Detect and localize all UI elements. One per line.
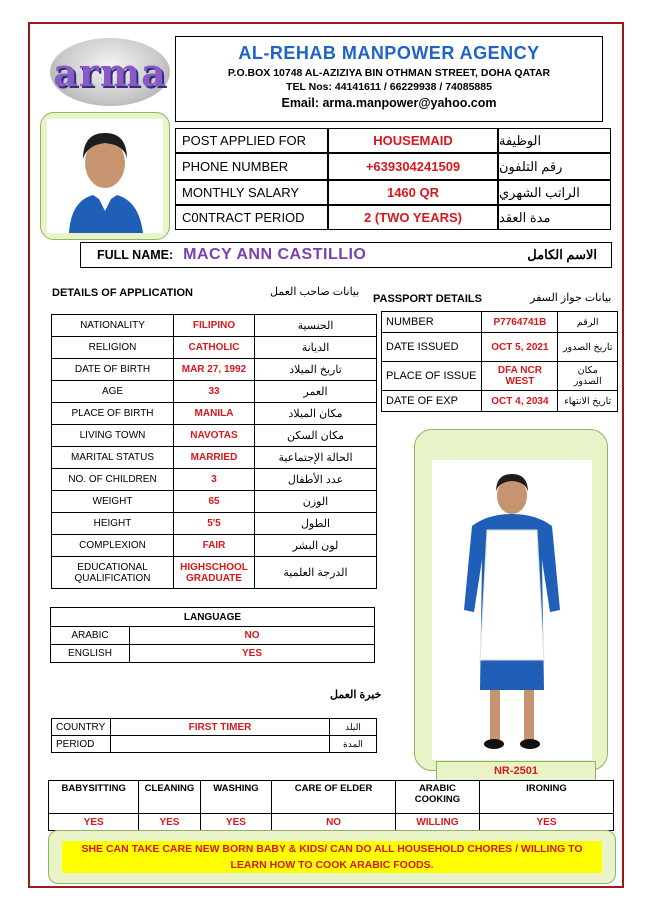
language-label: ARABIC — [51, 627, 130, 645]
summary-label-3: C0NTRACT PERIOD — [175, 205, 328, 230]
app-row — [52, 491, 377, 513]
skill-value: YES — [200, 814, 272, 831]
passport-row — [382, 333, 618, 362]
skill-value: WILLING — [395, 814, 479, 831]
experience-value — [111, 736, 330, 753]
summary-label-0: POST APPLIED FOR — [175, 128, 328, 153]
skill-label: CARE OF ELDER — [272, 781, 396, 814]
app-label: AGE — [52, 381, 174, 403]
application-table — [51, 314, 377, 589]
app-value: MARRIED — [174, 447, 255, 469]
passport-arabic: الرقم — [558, 312, 618, 333]
skill-label: BABYSITTING — [49, 781, 139, 814]
full-name-row — [80, 242, 612, 268]
app-label: MARITAL STATUS — [52, 447, 174, 469]
application-title: DETAILS OF APPLICATION — [52, 287, 193, 299]
language-label: ENGLISH — [51, 645, 130, 663]
experience-row — [52, 736, 377, 753]
app-value: HIGHSCHOOL GRADUATE — [174, 557, 255, 589]
app-arabic: الوزن — [255, 491, 377, 513]
app-arabic: الدرجة العلمية — [255, 557, 377, 589]
agency-phones: TEL Nos: 44141611 / 66229938 / 74085885 — [286, 81, 492, 93]
full-name-value: MACY ANN CASTILLIO — [183, 246, 367, 263]
passport-title-arabic: بيانات جواز السفر — [530, 292, 612, 304]
full-body-photo-frame — [414, 429, 608, 771]
passport-row — [382, 391, 618, 412]
logo — [50, 38, 170, 106]
agency-header — [175, 36, 603, 122]
language-title: LANGUAGE — [51, 608, 375, 627]
app-label: EDUCATIONAL QUALIFICATION — [52, 557, 174, 589]
skill-label: IRONING — [479, 781, 613, 814]
logo-text: arma — [53, 49, 167, 95]
app-arabic: مكان الميلاد — [255, 403, 377, 425]
app-row — [52, 381, 377, 403]
app-label: DATE OF BIRTH — [52, 359, 174, 381]
app-row — [52, 403, 377, 425]
remarks-box — [48, 830, 616, 884]
app-row — [52, 557, 377, 589]
app-arabic: العمر — [255, 381, 377, 403]
passport-value: OCT 4, 2034 — [482, 391, 558, 412]
app-row — [52, 513, 377, 535]
skill-value: YES — [49, 814, 139, 831]
passport-value: OCT 5, 2021 — [482, 333, 558, 362]
agency-name: AL-REHAB MANPOWER AGENCY — [238, 43, 540, 63]
app-value: 65 — [174, 491, 255, 513]
app-arabic: الحالة الإجتماعية — [255, 447, 377, 469]
full-body-photo — [432, 460, 592, 760]
summary-arabic-0: الوظيفة — [498, 128, 611, 153]
passport-label: PLACE OF ISSUE — [382, 362, 482, 391]
language-row — [51, 645, 375, 663]
app-row — [52, 315, 377, 337]
skill-value: NO — [272, 814, 396, 831]
skills-table — [48, 780, 614, 831]
full-name-label: FULL NAME: — [97, 248, 174, 262]
app-label: WEIGHT — [52, 491, 174, 513]
app-label: COMPLEXION — [52, 535, 174, 557]
skill-value: YES — [139, 814, 200, 831]
app-label: RELIGION — [52, 337, 174, 359]
app-arabic: الجنسية — [255, 315, 377, 337]
full-name-arabic: الاسم الكامل — [527, 247, 597, 262]
experience-arabic: البلد — [330, 719, 377, 736]
app-row — [52, 469, 377, 491]
app-label: NATIONALITY — [52, 315, 174, 337]
agency-email[interactable]: Email: arma.manpower@yahoo.com — [281, 96, 497, 110]
summary-label-1: PHONE NUMBER — [175, 153, 328, 180]
app-value: 33 — [174, 381, 255, 403]
app-label: LIVING TOWN — [52, 425, 174, 447]
experience-label: COUNTRY — [52, 719, 111, 736]
app-value: MANILA — [174, 403, 255, 425]
summary-arabic-2: الراتب الشهري — [498, 180, 611, 205]
remarks-text: SHE CAN TAKE CARE NEW BORN BABY & KIDS/ CAN DO ALL HOUSEHOLD CHORES / WILLING TO LEARN HOW TO COOK ARABIC FOODS. — [62, 841, 602, 873]
app-value: CATHOLIC — [174, 337, 255, 359]
language-header — [51, 608, 375, 627]
app-arabic: لون البشر — [255, 535, 377, 557]
skills-value-row — [49, 814, 614, 831]
app-row — [52, 359, 377, 381]
passport-table — [381, 311, 618, 412]
skill-label: ARABIC COOKING — [395, 781, 479, 814]
app-arabic: مكان السكن — [255, 425, 377, 447]
language-table — [50, 607, 375, 663]
skill-label: CLEANING — [139, 781, 200, 814]
skill-label: WASHING — [200, 781, 272, 814]
experience-value: FIRST TIMER — [111, 719, 330, 736]
agency-address: P.O.BOX 10748 AL-AZIZIYA BIN OTHMAN STREET, DOHA QATAR — [227, 67, 551, 79]
app-value: MAR 27, 1992 — [174, 359, 255, 381]
passport-label: NUMBER — [382, 312, 482, 333]
skills-header-row — [49, 781, 614, 814]
app-value: FILIPINO — [174, 315, 255, 337]
experience-table — [51, 718, 377, 753]
experience-label: PERIOD — [52, 736, 111, 753]
language-value: NO — [130, 627, 375, 645]
app-arabic: تاريخ الميلاد — [255, 359, 377, 381]
portrait-photo-frame — [40, 112, 170, 240]
language-row — [51, 627, 375, 645]
app-value: FAIR — [174, 535, 255, 557]
passport-label: DATE ISSUED — [382, 333, 482, 362]
app-row — [52, 337, 377, 359]
passport-value: DFA NCR WEST — [482, 362, 558, 391]
app-arabic: الطول — [255, 513, 377, 535]
summary-label-2: MONTHLY SALARY — [175, 180, 328, 205]
passport-row — [382, 312, 618, 333]
summary-value-1: +639304241509 — [328, 153, 498, 180]
summary-value-0: HOUSEMAID — [328, 128, 498, 153]
passport-arabic: تاريخ الانتهاء — [558, 391, 618, 412]
app-arabic: الديانة — [255, 337, 377, 359]
passport-title: PASSPORT DETAILS — [373, 293, 482, 305]
app-label: NO. OF CHILDREN — [52, 469, 174, 491]
application-title-arabic: بيانات صاحب العمل — [270, 286, 360, 298]
summary-arabic-3: مدة العقد — [498, 205, 611, 230]
passport-arabic: مكان الصدور — [558, 362, 618, 391]
app-row — [52, 425, 377, 447]
passport-row — [382, 362, 618, 391]
summary-value-2: 1460 QR — [328, 180, 498, 205]
experience-title-arabic: خبرة العمل — [330, 689, 382, 701]
portrait-photo — [47, 119, 163, 233]
app-label: PLACE OF BIRTH — [52, 403, 174, 425]
passport-arabic: تاريخ الصدور — [558, 333, 618, 362]
experience-row — [52, 719, 377, 736]
skill-value: YES — [479, 814, 613, 831]
app-value: 3 — [174, 469, 255, 491]
app-row — [52, 535, 377, 557]
app-row — [52, 447, 377, 469]
app-value: NAVOTAS — [174, 425, 255, 447]
passport-value: P7764741B — [482, 312, 558, 333]
app-arabic: عدد الأطفال — [255, 469, 377, 491]
app-value: 5'5 — [174, 513, 255, 535]
experience-arabic: المدة — [330, 736, 377, 753]
reference-code: NR-2501 — [436, 761, 596, 781]
language-value: YES — [130, 645, 375, 663]
passport-label: DATE OF EXP — [382, 391, 482, 412]
app-label: HEIGHT — [52, 513, 174, 535]
summary-value-3: 2 (TWO YEARS) — [328, 205, 498, 230]
summary-arabic-1: رقم التلفون — [498, 153, 611, 180]
